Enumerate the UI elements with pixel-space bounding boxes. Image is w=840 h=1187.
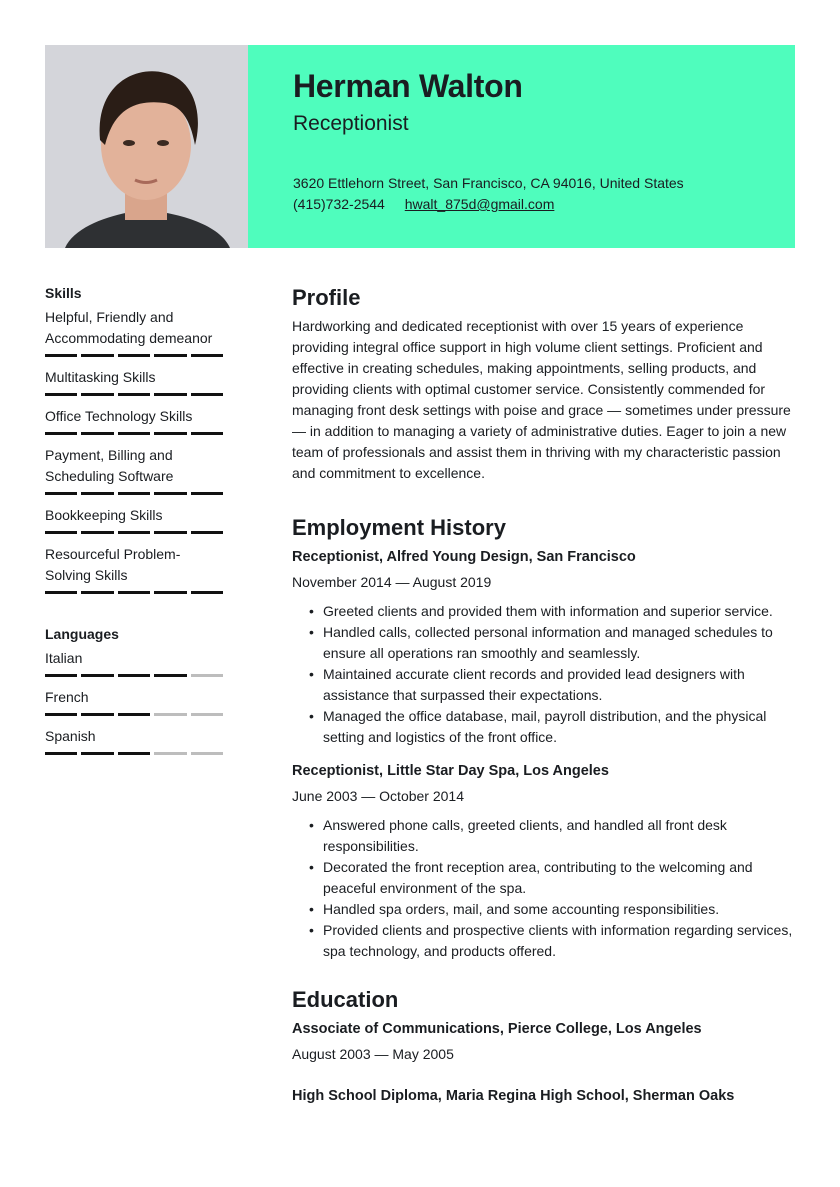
level-segment	[154, 752, 186, 755]
level-segment	[154, 674, 186, 677]
level-segment	[191, 591, 223, 594]
level-segment	[118, 713, 150, 716]
skill-level-bar	[45, 531, 223, 534]
job-dates: November 2014 — August 2019	[292, 574, 492, 590]
skill-label: Payment, Billing and Scheduling Software	[45, 447, 174, 484]
header-info	[248, 45, 795, 248]
skill-level-bar	[45, 752, 223, 755]
languages-list	[45, 648, 223, 755]
job-title: Receptionist, Little Star Day Spa, Los Angeles	[292, 763, 609, 779]
level-segment	[191, 713, 223, 716]
level-segment	[45, 393, 77, 396]
job-dates: June 2003 — October 2014	[292, 788, 465, 804]
education-entry	[292, 1085, 797, 1107]
job-title: Receptionist, Alfred Young Design, San Francisco	[292, 549, 636, 565]
skill-item	[45, 445, 223, 495]
bullet-item: • Answered phone calls, greeted clients, and handled all front desk responsibilities.	[292, 815, 797, 857]
level-segment	[118, 591, 150, 594]
bullet-item: • Greeted clients and provided them with information and superior service.	[292, 601, 797, 622]
level-segment	[45, 531, 77, 534]
skill-item	[45, 687, 223, 716]
bullet-item: • Decorated the front reception area, contributing to the welcoming and peaceful environment of the spa.	[292, 857, 797, 899]
profile-text: Hardworking and dedicated receptionist with over 15 years of experience providing integral office support in high volume client settings. Proficient and effective in creating schedules, making appointments, selling products, and providing clients with optimal customer service. Consistently commended for managing front desk settings with poise and grace — sometimes under pressure — in addition to managing a variety of administrative duties. Eager to join a new team of professionals and assist them in thriving with my characteristic passion and commitment to excellence.	[292, 318, 791, 481]
level-segment	[81, 752, 113, 755]
profile-photo	[45, 45, 248, 248]
job-bullets	[292, 601, 797, 748]
level-segment	[81, 432, 113, 435]
level-segment	[81, 674, 113, 677]
level-segment	[191, 354, 223, 357]
level-segment	[45, 492, 77, 495]
level-segment	[191, 393, 223, 396]
skill-level-bar	[45, 713, 223, 716]
level-segment	[81, 393, 113, 396]
profile-heading: Profile	[292, 285, 361, 310]
sidebar	[45, 283, 223, 765]
skill-label: Helpful, Friendly and Accommodating demeanor	[45, 309, 213, 346]
level-segment	[191, 674, 223, 677]
bullet-item: • Provided clients and prospective clients with information regarding services, spa technology, and products offered.	[292, 920, 797, 962]
skill-label: Spanish	[45, 728, 96, 744]
skill-level-bar	[45, 492, 223, 495]
education-heading: Education	[292, 987, 399, 1012]
job-entry	[292, 760, 797, 962]
level-segment	[45, 674, 77, 677]
bullet-item: • Maintained accurate client records and provided lead designers with assistance that surpassed their expectations.	[292, 664, 797, 706]
job-bullets	[292, 815, 797, 962]
candidate-title: Receptionist	[293, 112, 409, 135]
degree-title: High School Diploma, Maria Regina High School, Sherman Oaks	[292, 1088, 735, 1104]
level-segment	[191, 432, 223, 435]
level-segment	[118, 752, 150, 755]
email-link[interactable]: hwalt_875d@gmail.com	[404, 196, 555, 212]
skill-level-bar	[45, 354, 223, 357]
skill-item	[45, 505, 223, 534]
skill-label: Multitasking Skills	[45, 369, 156, 385]
bullet-item: • Handled spa orders, mail, and some accounting responsibilities.	[292, 899, 797, 920]
skill-label: Office Technology Skills	[45, 408, 193, 424]
level-segment	[118, 354, 150, 357]
main-content	[292, 284, 797, 1137]
address: 3620 Ettlehorn Street, San Francisco, CA 94016, United States	[293, 175, 684, 191]
skill-item	[45, 406, 223, 435]
employment-heading: Employment History	[292, 515, 506, 540]
level-segment	[118, 674, 150, 677]
phone: (415)732-2544	[293, 196, 385, 212]
level-segment	[154, 354, 186, 357]
degree-title: Associate of Communications, Pierce College, Los Angeles	[292, 1021, 702, 1037]
profile-section	[292, 284, 797, 484]
level-segment	[45, 713, 77, 716]
contact-info	[293, 173, 795, 215]
skills-list	[45, 307, 223, 594]
level-segment	[154, 713, 186, 716]
bullet-item: • Managed the office database, mail, payroll distribution, and the physical setting and logistics of the front office.	[292, 706, 797, 748]
education-entry	[292, 1018, 797, 1065]
level-segment	[45, 591, 77, 594]
skill-label: Italian	[45, 650, 83, 666]
skill-item	[45, 307, 223, 357]
bullet-item: • Handled calls, collected personal information and managed schedules to ensure all operations ran smoothly and seamlessly.	[292, 622, 797, 664]
education-dates: August 2003 — May 2005	[292, 1046, 454, 1062]
skill-level-bar	[45, 393, 223, 396]
level-segment	[81, 531, 113, 534]
level-segment	[81, 354, 113, 357]
level-segment	[154, 492, 186, 495]
resume-header	[45, 45, 795, 248]
skill-level-bar	[45, 591, 223, 594]
skill-level-bar	[45, 432, 223, 435]
skill-label: French	[45, 689, 89, 705]
employment-section	[292, 514, 797, 962]
skill-label: Bookkeeping Skills	[45, 507, 163, 523]
skill-level-bar	[45, 674, 223, 677]
level-segment	[191, 752, 223, 755]
skill-label: Resourceful Problem-Solving Skills	[45, 546, 181, 583]
level-segment	[81, 713, 113, 716]
person-photo-icon	[45, 45, 248, 248]
level-segment	[118, 531, 150, 534]
level-segment	[118, 492, 150, 495]
level-segment	[191, 492, 223, 495]
level-segment	[45, 752, 77, 755]
level-segment	[81, 492, 113, 495]
job-entry	[292, 546, 797, 748]
level-segment	[45, 354, 77, 357]
skill-item	[45, 726, 223, 755]
languages-heading: Languages	[45, 626, 119, 642]
level-segment	[154, 531, 186, 534]
skills-heading: Skills	[45, 285, 82, 301]
skill-item	[45, 648, 223, 677]
education-section	[292, 986, 797, 1107]
level-segment	[154, 591, 186, 594]
level-segment	[118, 393, 150, 396]
level-segment	[154, 393, 186, 396]
level-segment	[81, 591, 113, 594]
level-segment	[191, 531, 223, 534]
skill-item	[45, 544, 223, 594]
level-segment	[45, 432, 77, 435]
level-segment	[154, 432, 186, 435]
candidate-name: Herman Walton	[293, 68, 523, 104]
skill-item	[45, 367, 223, 396]
level-segment	[118, 432, 150, 435]
